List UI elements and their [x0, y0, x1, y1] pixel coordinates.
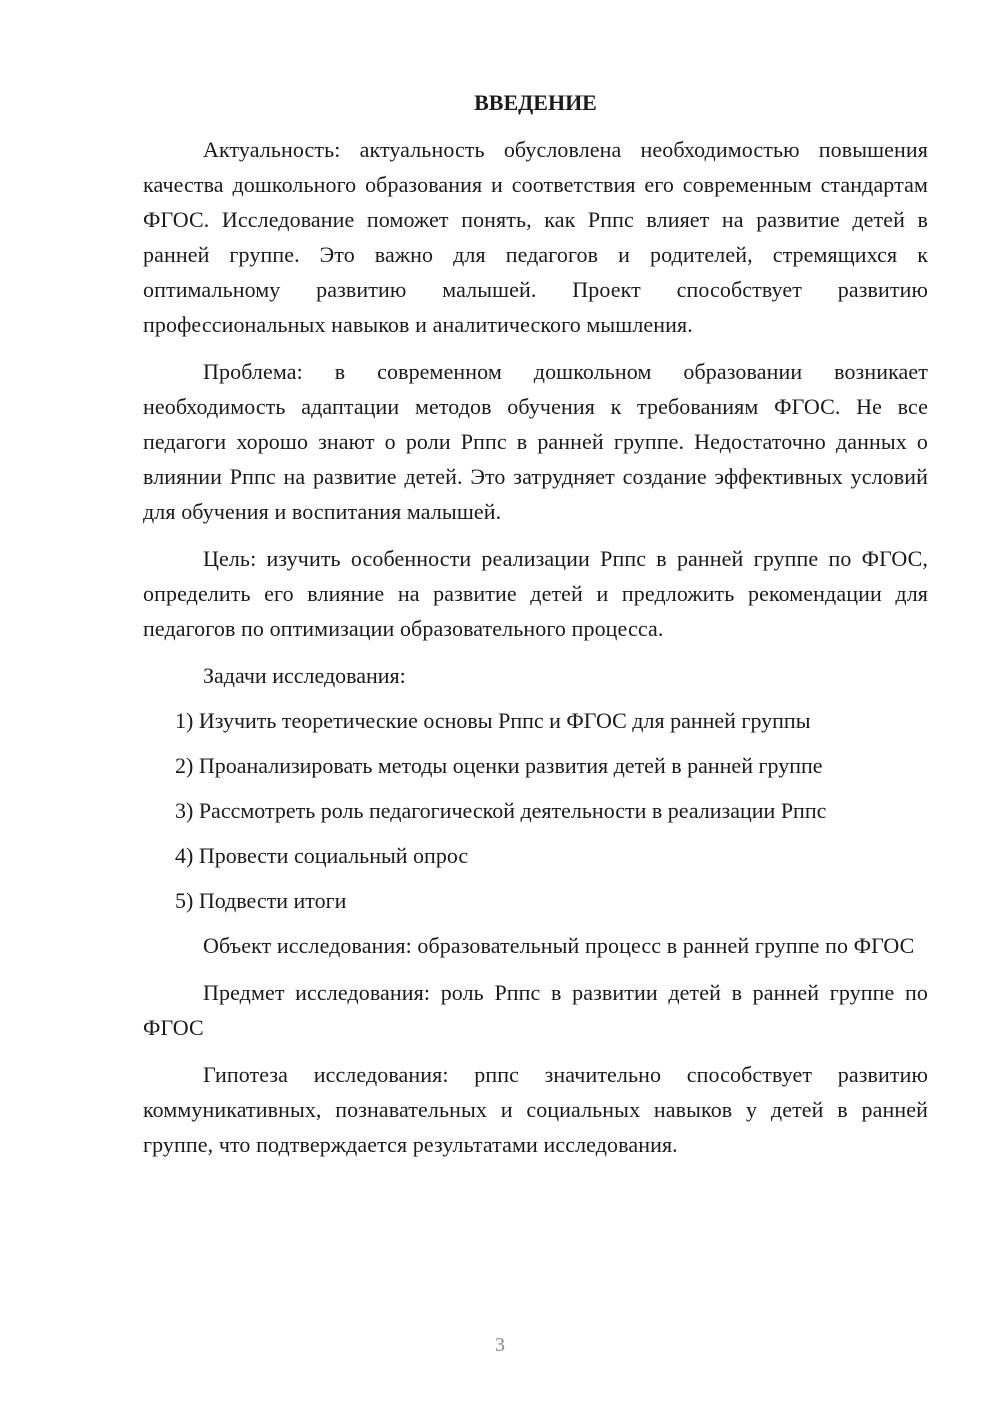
- task-item-2: 2) Проанализировать методы оценки развития детей в ранней группе: [175, 753, 823, 778]
- relevance-paragraph: Актуальность: актуальность обусловлена необходимостью повышения качества дошкольного образования и соответствия его современным стандартам ФГОС. Исследование поможет понять, как Рппс влияет на развитие детей в ранней группе. Это важно для педагогов и родителей, стремящихся к оптимальному развитию малышей. Проект способствует развитию профессиональных навыков и аналитического мышления.: [143, 137, 928, 337]
- task-item-3: 3) Рассмотреть роль педагогической деятельности в реализации Рппс: [175, 798, 827, 823]
- task-item-4: 4) Провести социальный опрос: [175, 843, 469, 868]
- tasks-label: Задачи исследования:: [203, 663, 406, 688]
- hypothesis-paragraph: Гипотеза исследования: рппс значительно способствует развитию коммуникативных, познавательных и социальных навыков у детей в ранней группе, что подтверждается результатами исследования.: [143, 1062, 928, 1157]
- task-list: [143, 703, 928, 918]
- section-heading: ВВЕДЕНИЕ: [474, 90, 597, 115]
- object-paragraph: Объект исследования: образовательный процесс в ранней группе по ФГОС: [203, 933, 915, 958]
- subject-paragraph: Предмет исследования: роль Рппс в развитии детей в ранней группе по ФГОС: [143, 980, 928, 1040]
- task-item-5: 5) Подвести итоги: [175, 888, 347, 913]
- problem-paragraph: Проблема: в современном дошкольном образовании возникает необходимость адаптации методов обучения к требованиям ФГОС. Не все педагоги хорошо знают о роли Рппс в ранней группе. Недостаточно данных о влиянии Рппс на развитие детей. Это затрудняет создание эффективных условий для обучения и воспитания малышей.: [143, 359, 928, 524]
- page-number: 3: [495, 1334, 505, 1356]
- goal-paragraph: Цель: изучить особенности реализации Рппс в ранней группе по ФГОС, определить его влияние на развитие детей и предложить рекомендации для педагогов по оптимизации образовательного процесса.: [143, 546, 928, 641]
- document-page: [143, 88, 928, 1174]
- task-item-1: 1) Изучить теоретические основы Рппс и ФГОС для ранней группы: [175, 708, 811, 733]
